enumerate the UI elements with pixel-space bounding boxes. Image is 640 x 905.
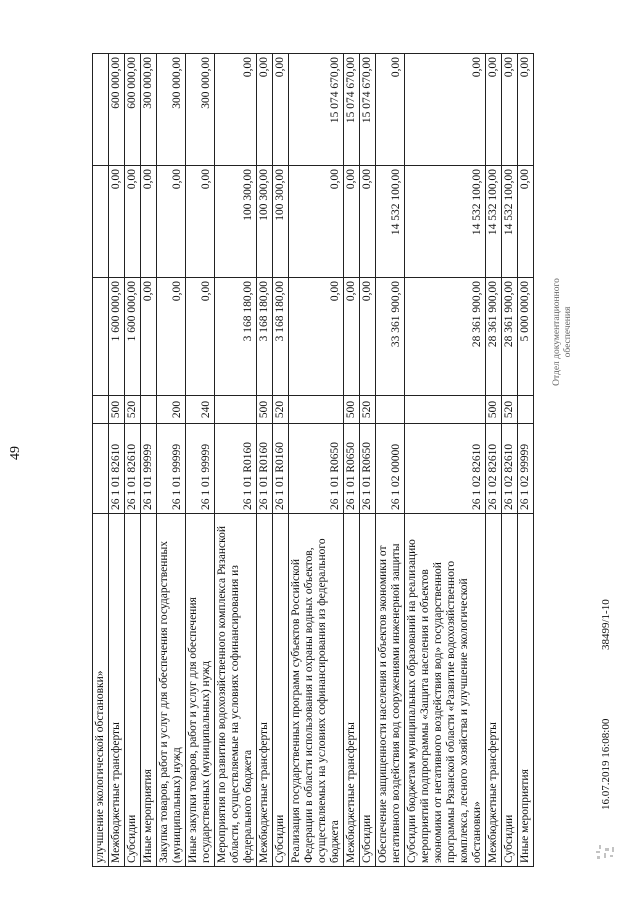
table-row [289,54,344,867]
cell-code: 26 1 02 99999 [518,424,534,514]
page-number: 49 [8,446,23,460]
cell-v3: 0,00 [273,54,289,166]
cell-name: Иные закупки товаров, работ и услуг для обеспечения государственных (муниципальных) нужд [186,514,215,867]
cell-name: Межбюджетные трансферты [344,514,360,867]
cell-name: Субсидии бюджетам муниципальных образований на реализацию мероприятий подпрограммы «Защита населения и объектов экономики от негативного воздействия вод» государственной программы Рязанской области «Развитие водохозяйственного комплекса, лесного хозяйства и улучшение экологической обстановки» [405,514,486,867]
cell-code: 26 1 01 99999 [186,424,215,514]
cell-v3: 0,00 [486,54,502,166]
budget-table [92,53,534,867]
table-row [360,54,376,867]
cell-vr: 200 [157,396,186,424]
cell-code: 26 1 02 82610 [486,424,502,514]
department-stamp [552,277,574,387]
cell-v1: 1 600 000,00 [109,278,125,396]
table-row [344,54,360,867]
cell-v2: 0,00 [157,166,186,278]
cell-v2: 0,00 [186,166,215,278]
cell-v3: 600 000,00 [109,54,125,166]
cell-vr [141,396,157,424]
footer-doc-id: 38499/1-10 [600,599,612,650]
cell-vr [376,396,405,424]
cell-v2 [93,166,109,278]
cell-v2: 0,00 [344,166,360,278]
cell-vr: 500 [486,396,502,424]
cell-v3: 0,00 [376,54,405,166]
table-row [502,54,518,867]
cell-v3: 600 000,00 [125,54,141,166]
cell-code: 26 1 01 R0650 [289,424,344,514]
table-row [93,54,109,867]
cell-vr: 240 [186,396,215,424]
table-row [125,54,141,867]
cell-name: Иные мероприятия [518,514,534,867]
cell-v2: 0,00 [125,166,141,278]
cell-v3 [93,54,109,166]
cell-v1: 0,00 [360,278,376,396]
cell-v2: 0,00 [141,166,157,278]
cell-v1: 28 361 900,00 [405,278,486,396]
cell-v1: 5 000 000,00 [518,278,534,396]
cell-v1: 3 168 180,00 [215,278,257,396]
cell-vr: 520 [502,396,518,424]
cell-v3: 0,00 [405,54,486,166]
cell-code: 26 1 01 82610 [125,424,141,514]
cell-name: улучшение экологической обстановки» [93,514,109,867]
stamp-line-1: Отдел документационного [552,278,562,386]
cell-v3: 0,00 [257,54,273,166]
cell-name: Субсидии [125,514,141,867]
cell-v1: 0,00 [186,278,215,396]
cell-vr [405,396,486,424]
cell-v1: 0,00 [344,278,360,396]
table-row [486,54,502,867]
cell-v2: 100 300,00 [215,166,257,278]
cell-v2: 14 532 100,00 [405,166,486,278]
footer-timestamp: 16.07.2019 16:08:00 [600,718,612,810]
cell-v2: 14 532 100,00 [486,166,502,278]
cell-v2: 100 300,00 [273,166,289,278]
table-row [157,54,186,867]
stamp-line-2: обеспечения [563,306,573,358]
cell-v1: 33 361 900,00 [376,278,405,396]
cell-v3: 0,00 [518,54,534,166]
cell-code: 26 1 01 99999 [141,424,157,514]
table-row [518,54,534,867]
cell-v3: 0,00 [502,54,518,166]
cell-v1: 0,00 [141,278,157,396]
cell-name: Реализация государственных программ субъектов Российской Федерации в области использования и охраны водных объектов, осуществляемых на условиях софинансирования из федерального бюджета [289,514,344,867]
cell-code: 26 1 02 00000 [376,424,405,514]
cell-v2: 0,00 [518,166,534,278]
cell-name: Межбюджетные трансферты [257,514,273,867]
cell-vr: 500 [109,396,125,424]
cell-v3: 300 000,00 [141,54,157,166]
cell-v1: 28 361 900,00 [486,278,502,396]
table-row [273,54,289,867]
cell-name: Иные мероприятия [141,514,157,867]
cell-code: 26 1 01 R0160 [273,424,289,514]
cell-v3: 15 074 670,00 [289,54,344,166]
cell-code: 26 1 02 82610 [405,424,486,514]
cell-v2: 0,00 [360,166,376,278]
cell-code: 26 1 01 99999 [157,424,186,514]
cell-code: 26 1 02 82610 [502,424,518,514]
table-row [141,54,157,867]
cell-v3: 300 000,00 [186,54,215,166]
cell-v1: 3 168 180,00 [273,278,289,396]
cell-v1: 28 361 900,00 [502,278,518,396]
cell-v3: 15 074 670,00 [360,54,376,166]
cell-vr: 520 [360,396,376,424]
cell-name: Субсидии [273,514,289,867]
cell-code: 26 1 01 R0160 [257,424,273,514]
cell-v1: 0,00 [157,278,186,396]
cell-vr [93,396,109,424]
budget-table-body [93,54,534,867]
cell-name: Мероприятия по развитию водохозяйственного комплекса Рязанской области, осуществляемые на условиях софинансирования из федерального бюджета [215,514,257,867]
cell-v1 [93,278,109,396]
barcode-seal-icon [594,843,616,861]
cell-code: 26 1 01 R0650 [360,424,376,514]
cell-v2: 100 300,00 [257,166,273,278]
cell-name: Межбюджетные трансферты [109,514,125,867]
cell-name: Межбюджетные трансферты [486,514,502,867]
cell-vr: 500 [344,396,360,424]
cell-name: Субсидии [360,514,376,867]
table-row [109,54,125,867]
cell-vr [289,396,344,424]
cell-name: Субсидии [502,514,518,867]
cell-v3: 15 074 670,00 [344,54,360,166]
cell-code: 26 1 01 82610 [109,424,125,514]
cell-v2: 14 532 100,00 [502,166,518,278]
table-row [215,54,257,867]
cell-vr [215,396,257,424]
cell-v1: 3 168 180,00 [257,278,273,396]
cell-v2: 0,00 [109,166,125,278]
cell-v3: 300 000,00 [157,54,186,166]
cell-v1: 0,00 [289,278,344,396]
cell-v2: 14 532 100,00 [376,166,405,278]
cell-v1: 1 600 000,00 [125,278,141,396]
cell-vr: 520 [125,396,141,424]
cell-name: Обеспечение защищенности населения и объектов экономики от негативного воздействия вод сооружениями инженерной защиты [376,514,405,867]
cell-code: 26 1 01 R0160 [215,424,257,514]
table-row [405,54,486,867]
cell-code: 26 1 01 R0650 [344,424,360,514]
cell-name: Закупка товаров, работ и услуг для обеспечения государственных (муниципальных) нужд [157,514,186,867]
cell-vr [518,396,534,424]
cell-vr: 520 [273,396,289,424]
cell-vr: 500 [257,396,273,424]
cell-v3: 0,00 [215,54,257,166]
cell-code [93,424,109,514]
table-row [186,54,215,867]
cell-v2: 0,00 [289,166,344,278]
table-row [257,54,273,867]
table-row [376,54,405,867]
